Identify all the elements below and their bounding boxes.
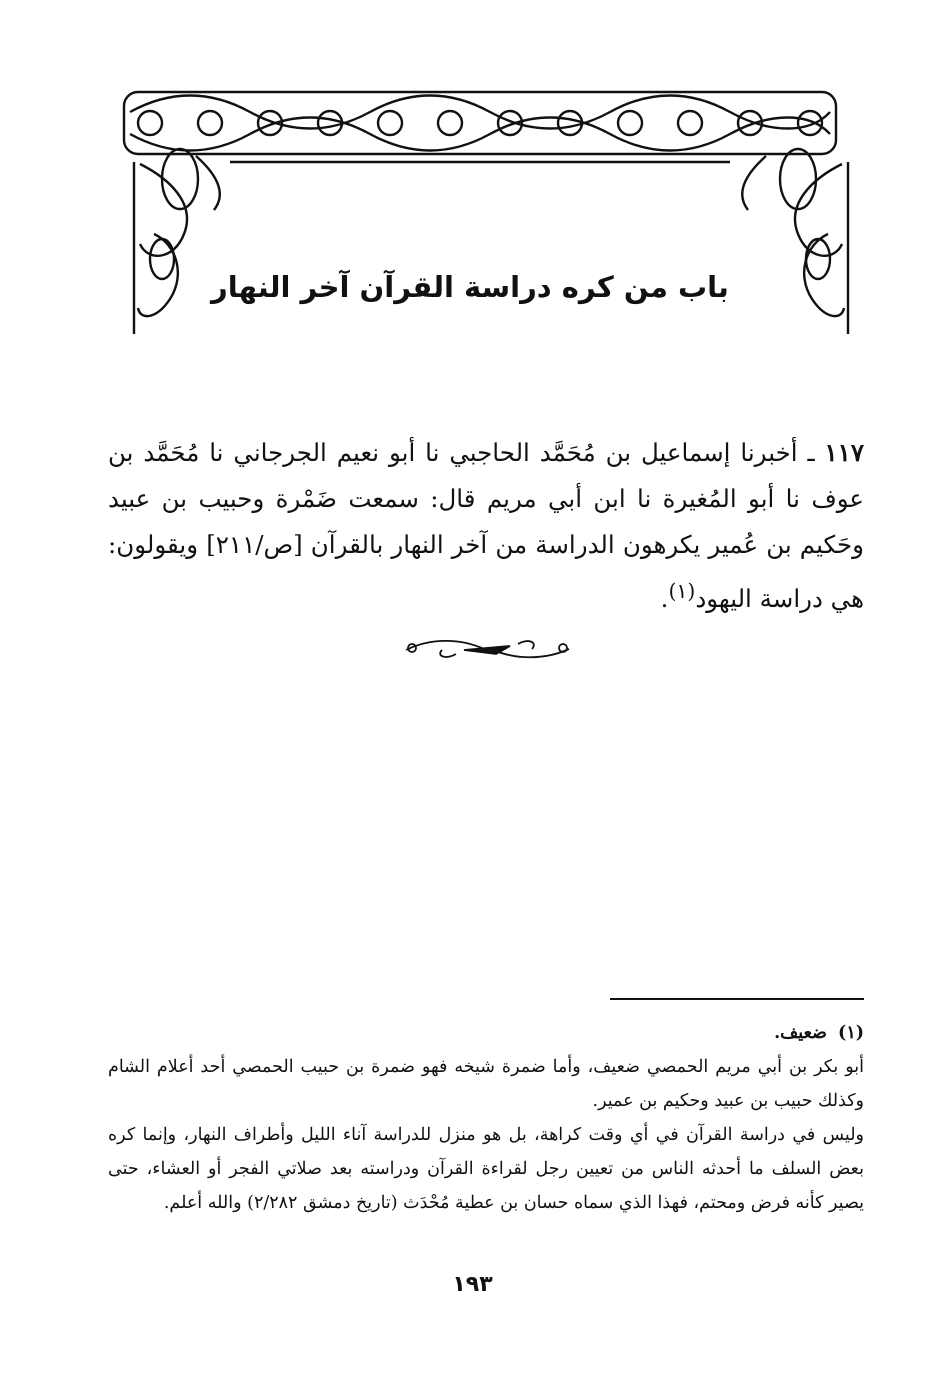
footnote-reference[interactable]: (١) bbox=[668, 579, 696, 603]
footnote-1-paragraph: أبو بكر بن أبي مريم الحمصي ضعيف، وأما ضمرة شيخه فهو ضمرة بن حبيب الحمصي أحد أعلام الشام وكذلك حبيب بن عبيد وحكيم بن عمير. bbox=[108, 1057, 864, 1111]
hadith-separator: ـ bbox=[797, 438, 825, 467]
footnotes bbox=[108, 1016, 864, 1220]
footnote-1-grade: ضعيف. bbox=[774, 1023, 827, 1043]
footnote-separator bbox=[610, 998, 864, 1000]
section-divider-ornament bbox=[400, 632, 575, 666]
footnote-1-paragraph: وليس في دراسة القرآن في أي وقت كراهة، بل هو منزل للدراسة آناء الليل وأطراف النهار، وإنما كره بعض السلف ما أحدثه الناس من تعيين رجل لقراءة القرآن ودراسته بعد صلاتي الفجر أو العشاء، حتى يصير كأنه فرض ومحتم، فهذا الذي سماه حسان بن عطية مُحْدَث (تاريخ دمشق ٢/٢٨٢) والله أعلم. bbox=[108, 1125, 864, 1213]
hadith-number: ١١٧ bbox=[824, 438, 864, 467]
page-number: ١٩٣ bbox=[452, 1272, 493, 1297]
footnote-1-head bbox=[108, 1016, 864, 1050]
knotwork-band bbox=[124, 92, 836, 154]
chapter-title: باب من كره دراسة القرآن آخر النهار bbox=[211, 270, 729, 304]
hadith-117 bbox=[108, 430, 864, 622]
hadith-end: . bbox=[660, 584, 669, 614]
footnote-1-marker: (١) bbox=[838, 1023, 864, 1043]
hadith-text: أخبرنا إسماعيل بن مُحَمَّد الحاجبي نا أبو نعيم الجرجاني نا مُحَمَّد بن عوف نا أبو المُغيرة نا ابن أبي مريم قال: سمعت ضَمْرة وحبيب بن عبيد وحَكيم بن عُمير يكرهون الدراسة من آخر النهار بالقرآن [ص/٢١١] ويقولون: هي دراسة اليهود bbox=[108, 438, 865, 614]
